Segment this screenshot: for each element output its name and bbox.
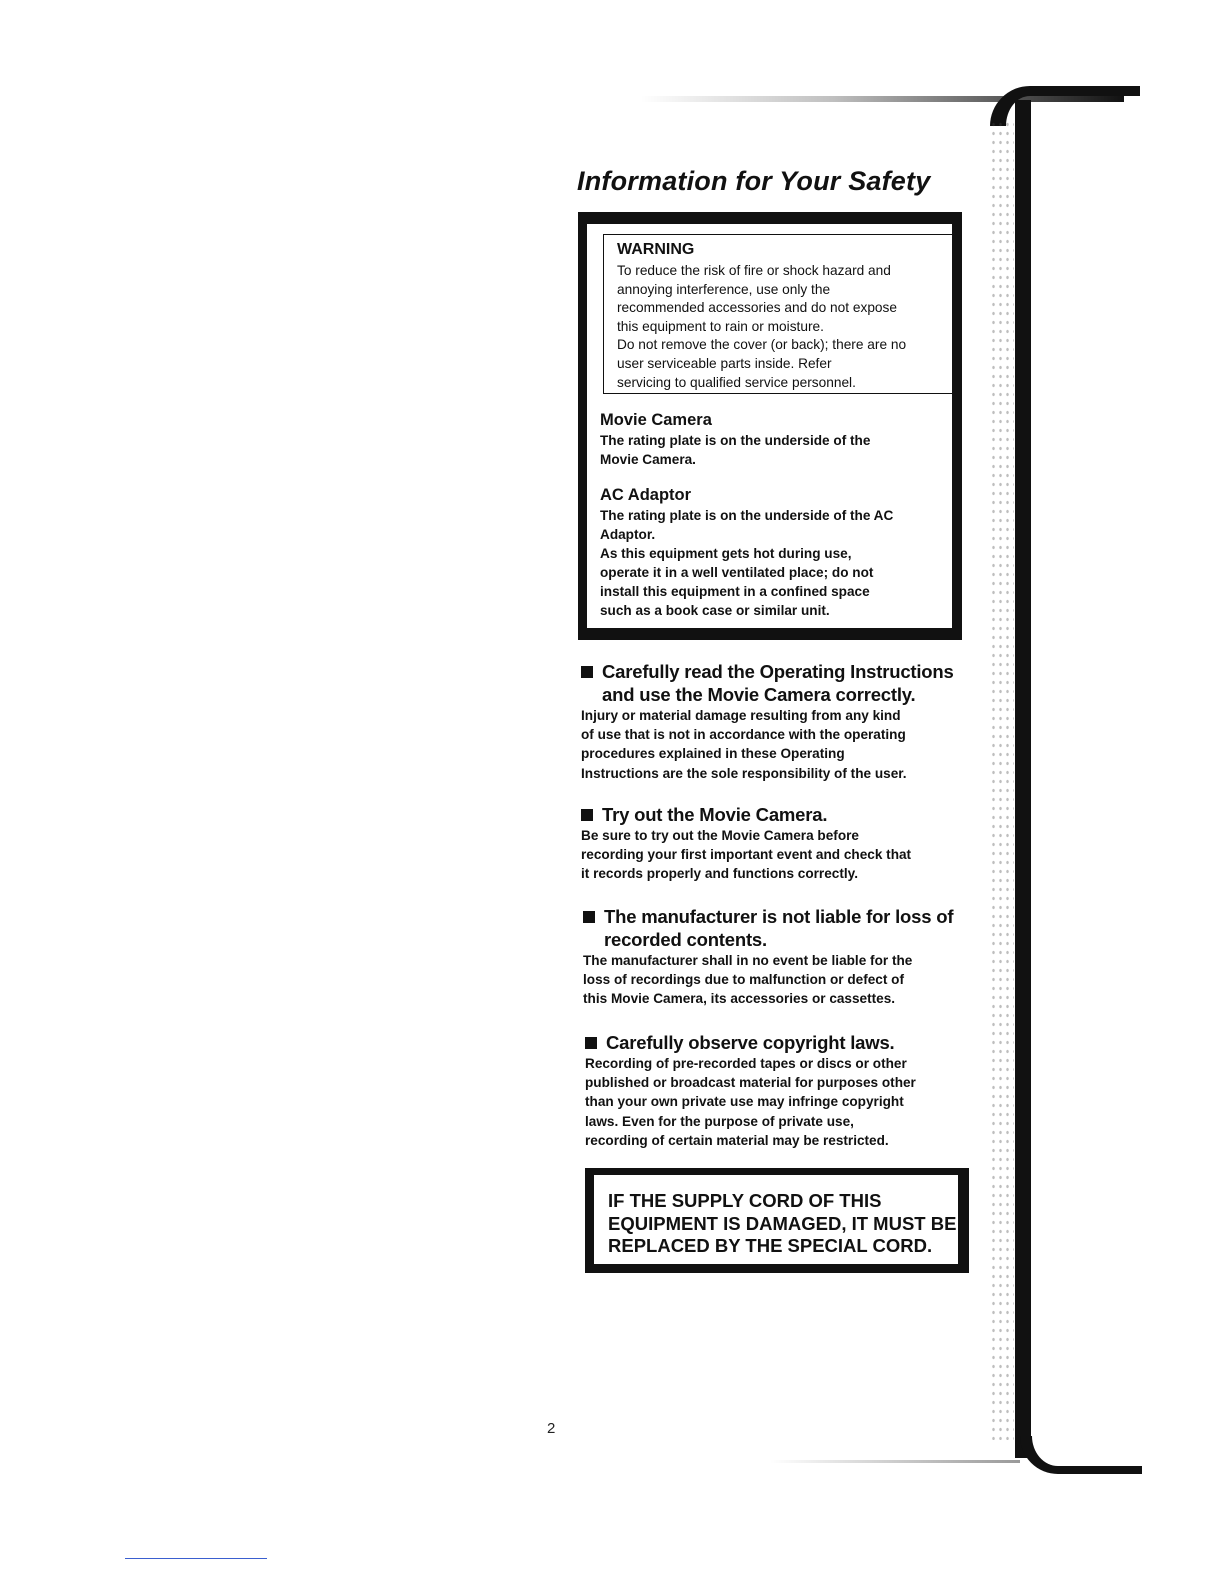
section-heading-line: recorded contents. [604,929,767,950]
section-body-line: this Movie Camera, its accessories or cassettes. [583,991,896,1007]
movie-camera-notice [600,410,950,469]
section-heading [581,660,981,706]
section-body-line: Be sure to try out the Movie Camera before [581,828,859,843]
page-title: Information for Your Safety [577,166,931,196]
bullet-square-icon [581,666,593,678]
ac-adaptor-line: Adaptor. [600,527,656,542]
ac-adaptor-heading: AC Adaptor [600,486,692,504]
section-body-line: Injury or material damage resulting from any kind [581,708,901,723]
section-heading-line: Carefully observe copyright laws. [606,1032,895,1053]
section-heading [581,803,981,826]
ac-adaptor-notice [600,485,950,620]
cord-notice-line: IF THE SUPPLY CORD OF THIS [608,1190,882,1211]
ac-adaptor-line: The rating plate is on the underside of the AC [600,508,894,523]
section-body-line: Instructions are the sole responsibility of the user. [581,765,907,781]
cord-notice-line: REPLACED BY THE SPECIAL CORD. [608,1235,933,1256]
section-body-line: than your own private use may infringe copyright [585,1094,904,1110]
warning-line: recommended accessories and do not expose [617,300,897,316]
binding-bar [1015,100,1031,1458]
warning-heading: WARNING [617,241,695,258]
bullet-square-icon [585,1037,597,1049]
section-body-line: Recording of pre-recorded tapes or discs or other [585,1056,907,1071]
section-body-line: The manufacturer shall in no event be liable for the [583,953,913,968]
page-number: 2 [547,1420,556,1437]
section-body-line: laws. Even for the purpose of private use, [585,1113,854,1129]
supply-cord-notice [585,1168,969,1273]
section-body-line: loss of recordings due to malfunction or defect of [583,972,904,988]
section-operating-instructions [581,660,981,783]
bullet-square-icon [583,911,595,923]
section-heading-line: Carefully read the Operating Instructions [602,661,954,682]
section-body-line: of use that is not in accordance with the operating [581,727,906,743]
warning-line: annoying interference, use only the [617,281,831,297]
section-heading-line: and use the Movie Camera correctly. [602,684,916,705]
binding-curve-bottom [1020,1436,1142,1474]
safety-notice-box [578,212,962,640]
warning-box [603,234,953,394]
bullet-square-icon [581,809,593,821]
section-copyright [585,1031,985,1150]
cord-notice-line: EQUIPMENT IS DAMAGED, IT MUST BE [608,1212,957,1234]
section-body-line: published or broadcast material for purposes other [585,1075,916,1091]
movie-camera-line: Movie Camera. [600,452,696,467]
warning-line: To reduce the risk of fire or shock hazard and [617,263,891,278]
section-manufacturer-liability [583,905,983,1009]
scan-speckle [990,120,1014,1440]
ac-adaptor-line: such as a book case or similar unit. [600,603,830,618]
ac-adaptor-line: operate it in a well ventilated place; do not [600,565,874,580]
section-heading-line: Try out the Movie Camera. [602,804,828,825]
section-body-line: procedures explained in these Operating [581,746,845,762]
warning-line: this equipment to rain or moisture. [617,318,824,334]
ac-adaptor-line: install this equipment in a confined space [600,584,870,599]
section-heading [583,905,983,951]
section-heading-line: The manufacturer is not liable for loss of [604,906,954,927]
warning-line: servicing to qualified service personnel. [617,374,856,390]
section-heading [585,1031,985,1054]
movie-camera-heading: Movie Camera [600,411,712,429]
scan-edge-bottom [770,1460,1020,1463]
warning-line: user serviceable parts inside. Refer [617,355,832,371]
warning-line: Do not remove the cover (or back); there are no [617,337,907,353]
section-body-line: it records properly and functions correctly. [581,866,858,882]
movie-camera-line: The rating plate is on the underside of the [600,433,871,448]
ac-adaptor-line: As this equipment gets hot during use, [600,546,852,561]
section-body-line: recording of certain material may be restricted. [585,1132,889,1148]
section-try-out [581,803,981,884]
scan-underline [125,1558,267,1559]
section-body-line: recording your first important event and check that [581,847,912,863]
